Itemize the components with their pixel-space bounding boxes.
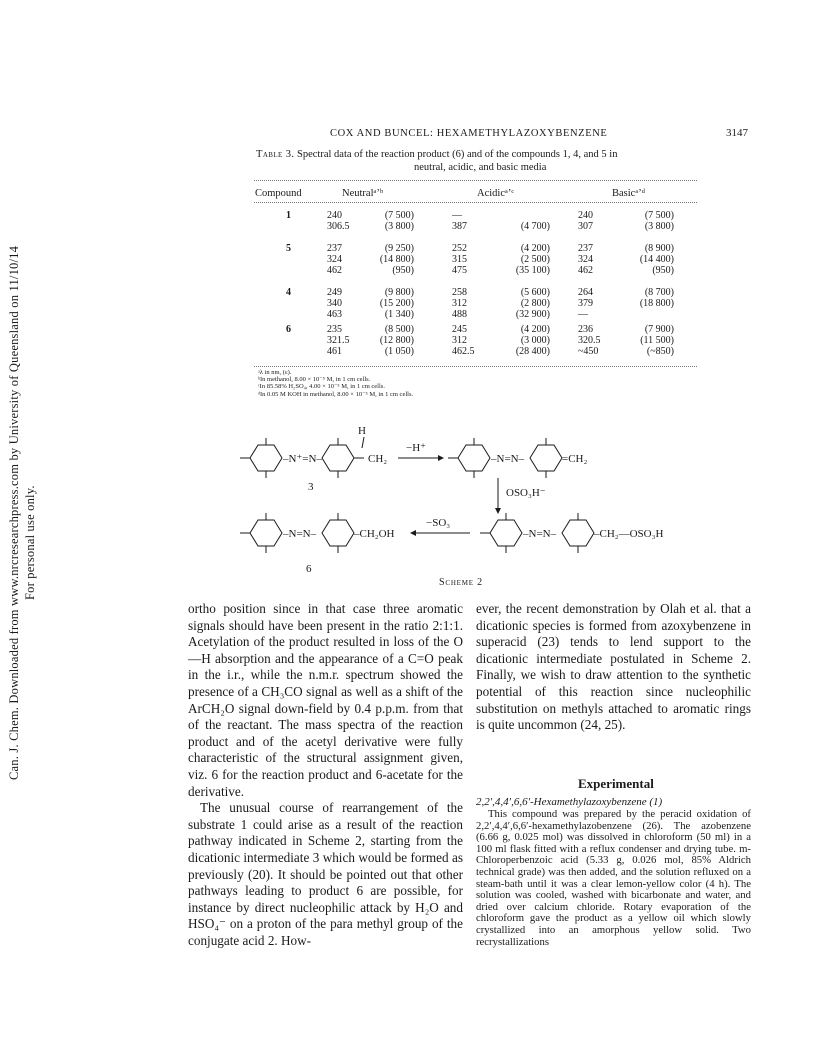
scheme-caption: Scheme 2 bbox=[439, 577, 483, 588]
acidic-lambda: 252 bbox=[452, 243, 467, 254]
neutral-epsilon: (9 250) bbox=[384, 243, 414, 254]
download-watermark bbox=[4, 170, 44, 790]
neutral-epsilon: (1 340) bbox=[384, 308, 414, 320]
acidic-epsilon: (5 600) bbox=[520, 287, 550, 298]
basic-epsilon: (7 900) bbox=[644, 324, 674, 335]
basic-lambda: 324 bbox=[578, 253, 593, 265]
scheme-ch2-right: =CH₂ bbox=[562, 453, 588, 465]
acidic-epsilon: (4 200) bbox=[520, 324, 550, 335]
footnote-a: ᵃλ in nm, (ε). bbox=[258, 369, 292, 376]
basic-lambda: 307 bbox=[578, 220, 593, 232]
neutral-lambda: 461 bbox=[327, 345, 342, 357]
arrow-head-down bbox=[495, 508, 501, 514]
neutral-lambda: 249 bbox=[327, 287, 342, 298]
acidic-lambda: — bbox=[452, 210, 462, 221]
acidic-epsilon: (3 000) bbox=[520, 334, 550, 346]
acidic-lambda: 258 bbox=[452, 287, 467, 298]
experimental-heading: Experimental bbox=[578, 776, 654, 791]
footnote-c: ᶜIn 85.58% H₂SO₄, 4.00 × 10⁻⁵ M, in 1 cm cells. bbox=[258, 383, 385, 391]
basic-epsilon: (7 500) bbox=[644, 210, 674, 221]
acidic-lambda: 315 bbox=[452, 253, 467, 265]
basic-lambda: 237 bbox=[578, 243, 593, 254]
right-paragraph-1: ever, the recent demonstration by Olah et al. that a dicationic species is formed from azoxybenzene in superacid (23) tends to lend support to the dicationic intermediate postulated in Scheme 2. Finally, we wish to draw attention to the synthetic potential of this reaction since nucleophilic substitution on methyls attached to aromatic rings is quite uncommon (24, 25). bbox=[476, 601, 751, 733]
basic-lambda: 379 bbox=[578, 297, 593, 309]
scheme-2-diagram bbox=[240, 420, 700, 580]
neutral-epsilon: (15 200) bbox=[379, 297, 414, 309]
acidic-lambda: 387 bbox=[452, 220, 467, 232]
scheme-compound-6: 6 bbox=[306, 563, 312, 575]
basic-lambda: ~450 bbox=[578, 345, 599, 357]
scheme-down-arrow-label: OSO₃H⁻ bbox=[506, 487, 546, 499]
left-paragraph-2: The unusual course of rearrangement of the substrate 1 could arise as a result of the reaction pathway indicated in Scheme 2, starting from the dicationic intermediate 3 which would be formed as previously (20). It should be pointed out that other pathways leading to product 6 are possible, for instance by direct nucleophilic attack by H₂O and HSO₄⁻ on a proton of the para methyl group of the conjugate acid 2. How- bbox=[188, 800, 463, 948]
acidic-epsilon: (4 700) bbox=[520, 220, 550, 232]
neutral-epsilon: (12 800) bbox=[379, 334, 414, 346]
table-caption-line1: Spectral data of the reaction product (6) and of the compounds 1, 4, and 5 in bbox=[297, 149, 618, 160]
basic-epsilon: (8 700) bbox=[644, 287, 674, 298]
basic-epsilon: (18 800) bbox=[639, 297, 674, 309]
scheme-bottom-left-azo: –N=N– bbox=[283, 528, 317, 540]
acidic-epsilon: (35 100) bbox=[515, 264, 550, 276]
neutral-epsilon: (1 050) bbox=[384, 345, 414, 357]
left-paragraph-1: ortho position since in that case three aromatic signals should have been present in the ratio 2:1:1. Acetylation of the product resulted in loss of the O—H absorption and the appearance of a C=O peak in the i.r., while the n.m.r. spectrum showed the presence of a CH₃CO signal as well as a shift of the ArCH₂O signal down-field by 0.4 p.p.m. from that of the reactant. The mass spectra of the reaction product and of the acetyl derivative were fully characteristic of the structural assignment given, viz. 6 for the reaction product and 6-acetate for the derivative. bbox=[188, 601, 463, 799]
acidic-lambda: 312 bbox=[452, 297, 467, 309]
neutral-lambda: 462 bbox=[327, 264, 342, 276]
table-bottom-rule bbox=[254, 366, 697, 367]
basic-epsilon: (~850) bbox=[646, 345, 674, 357]
neutral-epsilon: (8 500) bbox=[384, 324, 414, 335]
basic-epsilon: (950) bbox=[652, 264, 674, 276]
acidic-lambda: 475 bbox=[452, 264, 467, 276]
compound-subheading: 2,2′,4,4′,6,6′-Hexamethylazoxybenzene (1) bbox=[476, 796, 663, 808]
neutral-lambda: 240 bbox=[327, 210, 342, 221]
basic-lambda: 236 bbox=[578, 324, 593, 335]
download-notice: Can. J. Chem. Downloaded from www.nrcresearchpress.com by University of Queensland on 11/10/14 bbox=[7, 245, 21, 780]
basic-epsilon: (8 900) bbox=[644, 243, 674, 254]
compound-id: 1 bbox=[286, 210, 291, 221]
scheme-arrow1-label: −H⁺ bbox=[406, 442, 426, 454]
neutral-epsilon: (950) bbox=[392, 264, 414, 276]
scheme-top-right-azo: –N=N– bbox=[491, 453, 525, 465]
scheme-ch2-left: CH₂ bbox=[368, 453, 388, 465]
acidic-epsilon: (2 800) bbox=[520, 297, 550, 309]
footnote-b: ᵇIn methanol, 8.00 × 10⁻⁵ M, in 1 cm cells. bbox=[258, 376, 371, 384]
compound-id: 6 bbox=[286, 324, 291, 335]
acidic-epsilon: (32 900) bbox=[515, 308, 550, 320]
basic-epsilon: (11 500) bbox=[640, 334, 674, 346]
table-top-rule bbox=[254, 180, 697, 181]
scheme-compound-3: 3 bbox=[308, 481, 314, 493]
acidic-lambda: 488 bbox=[452, 308, 467, 320]
basic-epsilon: (3 800) bbox=[644, 220, 674, 232]
table-footnotes bbox=[258, 369, 413, 398]
col-header-compound: Compound bbox=[255, 188, 302, 199]
col-header-neutral: Neutralᵃʼᵇ bbox=[342, 188, 384, 199]
acidic-epsilon: (28 400) bbox=[515, 345, 550, 357]
scheme-arrow2-label: −SO₃ bbox=[426, 517, 451, 529]
table-caption bbox=[256, 149, 696, 174]
personal-use-notice: For personal use only. bbox=[23, 485, 37, 600]
page-number: 3147 bbox=[726, 127, 748, 139]
col-header-basic: Basicᵃʼᵈ bbox=[612, 188, 645, 199]
neutral-lambda: 306.5 bbox=[327, 220, 350, 232]
running-head: COX AND BUNCEL: HEXAMETHYLAZOXYBENZENE bbox=[330, 128, 608, 139]
basic-epsilon: (14 400) bbox=[639, 253, 674, 265]
basic-lambda: 320.5 bbox=[578, 334, 601, 346]
neutral-epsilon: (7 500) bbox=[384, 210, 414, 221]
basic-lambda: 240 bbox=[578, 210, 593, 221]
arrow-head-2 bbox=[410, 530, 416, 536]
scheme-bottom-right-azo: –N=N– bbox=[523, 528, 557, 540]
table-label: Table 3. bbox=[256, 149, 295, 160]
right-column bbox=[476, 601, 751, 734]
footnote-d: ᵈIn 0.05 M KOH in methanol, 8.00 × 10⁻⁵ M, in 1 cm cells. bbox=[258, 390, 414, 398]
neutral-lambda: 321.5 bbox=[327, 334, 350, 346]
acidic-lambda: 462.5 bbox=[452, 345, 475, 357]
neutral-epsilon: (14 800) bbox=[379, 253, 414, 265]
neutral-lambda: 463 bbox=[327, 308, 342, 320]
acidic-lambda: 245 bbox=[452, 324, 467, 335]
table-header-rule bbox=[254, 202, 697, 203]
compound-id: 4 bbox=[286, 287, 291, 298]
basic-lambda: — bbox=[578, 308, 588, 320]
col-header-acidic: Acidicᵃʼᶜ bbox=[477, 188, 515, 199]
neutral-epsilon: (9 800) bbox=[384, 287, 414, 298]
arrow-head-1 bbox=[438, 455, 444, 461]
basic-lambda: 462 bbox=[578, 264, 593, 276]
experimental-text: This compound was prepared by the peracid oxidation of 2,2′,4,4′,6,6′-hexamethylazobenzene (26). The azobenzene (6.66 g, 0.025 mol) was dissolved in chloroform (50 ml) in a 100 ml flask fitted with a reflux condenser and drying tube. m-Chloroperbenzoic acid (5.33 g, 0.026 mol, 85% Aldrich technical grade) was then added, and the solution refluxed on a steam-bath until it was a clear lemon-yellow color (4 h). The solution was cooled, washed with bicarbonate and water, and dried over calcium chloride. Rotary evaporation of the chloroform gave the product as a yellow oil which slowly crystallized into an amorphous yellow solid. Two recrystallizations bbox=[476, 808, 751, 948]
neutral-lambda: 340 bbox=[327, 297, 342, 309]
left-column bbox=[188, 601, 463, 949]
scheme-top-left-azo: –N⁺=N– bbox=[283, 453, 322, 465]
neutral-lambda: 237 bbox=[327, 243, 342, 254]
table-caption-line2: neutral, acidic, and basic media bbox=[414, 161, 547, 173]
neutral-lambda: 235 bbox=[327, 324, 342, 335]
scheme-bottom-right-tail: –CH₂—OSO₃H bbox=[594, 528, 664, 540]
scheme-h-label: H bbox=[358, 425, 366, 437]
neutral-lambda: 324 bbox=[327, 253, 342, 265]
compound-id: 5 bbox=[286, 243, 291, 254]
acidic-epsilon: (4 200) bbox=[520, 243, 550, 254]
basic-lambda: 264 bbox=[578, 287, 593, 298]
acidic-epsilon: (2 500) bbox=[520, 253, 550, 265]
acidic-lambda: 312 bbox=[452, 334, 467, 346]
neutral-epsilon: (3 800) bbox=[384, 220, 414, 232]
scheme-bottom-left-tail: –CH₂OH bbox=[354, 528, 395, 540]
